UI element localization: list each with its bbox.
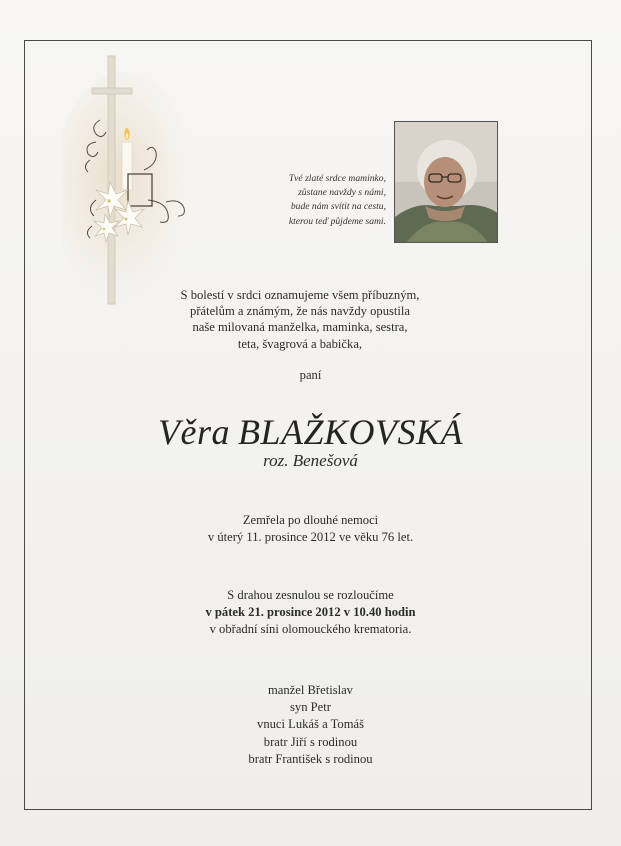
announcement-line: naše milovaná manželka, maminka, sestra, bbox=[192, 320, 408, 335]
announcement-line: S bolestí v srdci oznamujeme všem příbuzným, bbox=[180, 288, 420, 302]
mourner: syn Petr bbox=[290, 700, 331, 715]
announcement bbox=[140, 287, 460, 352]
death-line: Zemřela po dlouhé nemoci bbox=[242, 513, 379, 527]
funeral-line: S drahou zesnulou se rozloučíme bbox=[227, 588, 394, 602]
poem-line: bude nám svítit na cestu, bbox=[290, 201, 386, 213]
announcement-line: přátelům a známým, že nás navždy opustila bbox=[190, 304, 410, 319]
poem-line: kterou teď půjdeme sami. bbox=[288, 215, 386, 227]
death-date: v úterý 11. prosince 2012 ve věku 76 let. bbox=[207, 530, 414, 544]
mourner: bratr František s rodinou bbox=[248, 751, 373, 766]
portrait-photo bbox=[394, 121, 498, 243]
mourners-list bbox=[0, 682, 621, 768]
first-name: Věra bbox=[157, 412, 230, 452]
death-info bbox=[0, 512, 621, 546]
poem bbox=[236, 172, 386, 229]
mourner: vnuci Lukáš a Tomáš bbox=[257, 717, 364, 732]
deceased-name bbox=[0, 413, 621, 451]
poem-line: Tvé zlaté srdce maminko, bbox=[288, 173, 386, 184]
title-word: paní bbox=[299, 368, 322, 382]
surname: BLAŽKOVSKÁ bbox=[237, 412, 463, 452]
maiden-name: roz. Benešová bbox=[263, 451, 358, 470]
portrait-icon bbox=[395, 122, 498, 243]
poem-line: zůstane navždy s námi, bbox=[298, 187, 386, 199]
announcement-line: teta, švagrová a babička, bbox=[237, 336, 363, 351]
mourner: bratr Jiří s rodinou bbox=[263, 734, 358, 749]
funeral-info bbox=[0, 587, 621, 638]
funeral-place: v obřadní síni olomouckého krematoria. bbox=[209, 622, 412, 636]
mourner: manžel Břetislav bbox=[268, 683, 353, 697]
cross-lily-candle-icon bbox=[62, 50, 202, 310]
funeral-datetime: v pátek 21. prosince 2012 v 10.40 hodin bbox=[205, 605, 416, 619]
